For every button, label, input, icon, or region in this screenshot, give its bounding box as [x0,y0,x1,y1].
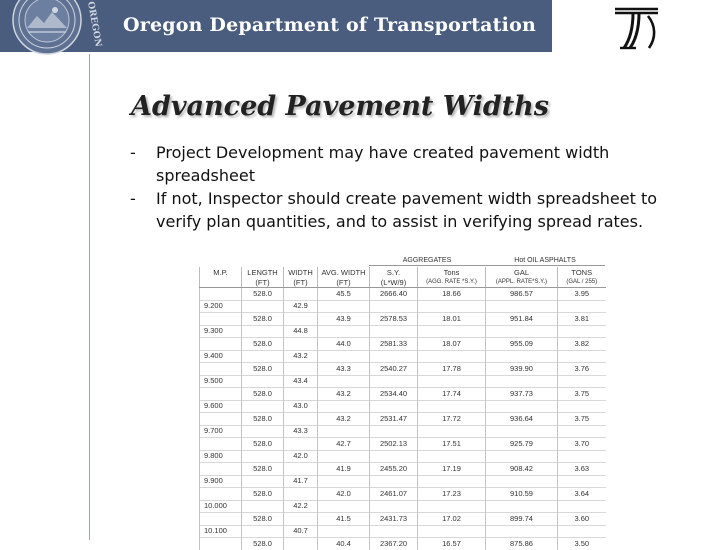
table-row [200,450,606,463]
pavement-width-spreadsheet [199,256,605,548]
table-cell: 42.7 [318,438,370,451]
table-row [200,463,606,476]
table-cell: 9.900 [200,475,242,488]
table-cell: 2431.73 [370,513,418,526]
table-cell [284,338,318,351]
table-cell [418,350,486,363]
table-cell: 44.8 [284,325,318,338]
table-cell: 17.78 [418,363,486,376]
table-cell [318,475,370,488]
table-cell: 528.0 [242,463,284,476]
table-cell [200,463,242,476]
table-cell: 908.42 [486,463,558,476]
table-cell: 17.72 [418,413,486,426]
table-cell [284,363,318,376]
table-cell [200,488,242,501]
hot-oil-group-header: Hot OIL ASPHALTS [485,256,605,266]
table-cell: 9.600 [200,400,242,413]
table-cell [418,525,486,538]
table-row [200,438,606,451]
table-cell [318,325,370,338]
table-cell: 43.2 [318,388,370,401]
table-cell: 3.81 [558,313,606,326]
table-cell: 937.73 [486,388,558,401]
table-cell [486,500,558,513]
table-cell [242,400,284,413]
table-cell: 42.2 [284,500,318,513]
oregon-seal-icon [2,0,114,56]
table-cell [558,425,606,438]
table-row [200,525,606,538]
column-unit [200,277,242,288]
table-cell [370,425,418,438]
table-cell [200,513,242,526]
header-bar [0,0,552,52]
table-row [200,500,606,513]
table-row [200,538,606,550]
table-cell [318,350,370,363]
table-cell: 2455.20 [370,463,418,476]
table-cell [486,425,558,438]
table-cell: 2666.40 [370,288,418,301]
table-cell [486,300,558,313]
table-cell: 528.0 [242,388,284,401]
table-cell [284,413,318,426]
table-cell: 41.7 [284,475,318,488]
department-name: Oregon Department of Transportation [123,14,536,36]
table-cell [370,475,418,488]
table-row [200,488,606,501]
table-cell: 939.90 [486,363,558,376]
table-cell: 40.7 [284,525,318,538]
table-cell: 9.800 [200,450,242,463]
table-cell: 3.75 [558,388,606,401]
table-cell: 528.0 [242,538,284,550]
table-cell [200,388,242,401]
table-cell: 43.4 [284,375,318,388]
bullet-text: Project Development may have created pavement width spreadsheet [156,143,610,185]
bullet-marker: - [130,143,136,162]
table-cell: 2531.47 [370,413,418,426]
table-row [200,300,606,313]
table-cell: 18.07 [418,338,486,351]
column-unit: (APPL. RATE*S.Y.) [486,277,558,288]
column-header: S.Y. [370,267,418,277]
table-cell: 528.0 [242,288,284,301]
table-cell: 16.57 [418,538,486,550]
table-cell [370,450,418,463]
table-cell: 528.0 [242,338,284,351]
table-cell: 2540.27 [370,363,418,376]
slide-title: Advanced Pavement Widths [131,91,550,122]
table-cell: 2578.53 [370,313,418,326]
table-cell [486,375,558,388]
table-cell [284,488,318,501]
table-cell [242,425,284,438]
table-row [200,363,606,376]
column-unit: (FT) [318,277,370,288]
table-cell: 2534.40 [370,388,418,401]
table-cell [558,500,606,513]
table-cell [200,413,242,426]
table-cell [418,475,486,488]
table-cell [318,400,370,413]
table-cell [284,513,318,526]
table-cell: 3.75 [558,413,606,426]
table-cell [370,400,418,413]
table-row [200,375,606,388]
table-cell [318,500,370,513]
table-cell [418,325,486,338]
column-header: Tons [418,267,486,277]
table-row [200,400,606,413]
odot-logo-icon [612,4,664,52]
table-cell: 2367.20 [370,538,418,550]
left-divider-line [89,54,90,540]
bullet-item [130,141,690,187]
table-cell [318,450,370,463]
table-cell [284,463,318,476]
table-cell [242,525,284,538]
table-row [200,388,606,401]
table-cell: 955.09 [486,338,558,351]
header-row [200,267,606,277]
table-cell [242,325,284,338]
table-cell [486,450,558,463]
table-cell: 17.19 [418,463,486,476]
table-cell: 44.0 [318,338,370,351]
table-row [200,338,606,351]
table-cell [486,325,558,338]
table-row [200,350,606,363]
table-cell [318,375,370,388]
table-cell: 3.60 [558,513,606,526]
table-cell: 17.51 [418,438,486,451]
bullet-marker: - [130,189,136,208]
table-cell: 986.57 [486,288,558,301]
table-cell [558,400,606,413]
table-cell: 2502.13 [370,438,418,451]
table-cell [558,450,606,463]
table-cell: 3.64 [558,488,606,501]
table-cell: 9.300 [200,325,242,338]
svg-text:OREGON: OREGON [85,0,103,48]
table-cell [558,375,606,388]
table-cell [200,538,242,550]
column-unit: (GAL / 255) [558,277,606,288]
table-cell: 17.23 [418,488,486,501]
table-cell: 528.0 [242,413,284,426]
table-cell: 10.100 [200,525,242,538]
table-cell: 528.0 [242,313,284,326]
table-cell [242,450,284,463]
table-cell [200,288,242,301]
column-header: TONS [558,267,606,277]
table-cell: 43.2 [318,413,370,426]
table-cell [418,300,486,313]
table-cell [242,350,284,363]
table-cell [418,400,486,413]
table-cell: 41.9 [318,463,370,476]
table-cell: 17.02 [418,513,486,526]
table-cell: 528.0 [242,513,284,526]
table-cell [558,525,606,538]
table-cell: 40.4 [318,538,370,550]
bullet-item [130,187,690,233]
table-cell [284,313,318,326]
header-row-units [200,277,606,288]
table-cell [370,375,418,388]
table-cell: 17.74 [418,388,486,401]
table-cell [418,375,486,388]
table-cell: 910.59 [486,488,558,501]
table-cell: 528.0 [242,363,284,376]
table-cell: 936.64 [486,413,558,426]
table-cell [318,300,370,313]
table-cell: 10.000 [200,500,242,513]
table-cell: 3.82 [558,338,606,351]
table-row [200,475,606,488]
table-cell: 3.95 [558,288,606,301]
table-cell [486,350,558,363]
table-cell [284,438,318,451]
table-cell [370,325,418,338]
table-cell [284,538,318,550]
table-row [200,325,606,338]
table-cell [558,325,606,338]
column-unit: (L*W/9) [370,277,418,288]
table-cell: 18.01 [418,313,486,326]
table-cell: 43.0 [284,400,318,413]
table-cell: 45.5 [318,288,370,301]
table-cell: 42.9 [284,300,318,313]
table-cell: 43.2 [284,350,318,363]
table-cell [200,363,242,376]
table-cell: 9.500 [200,375,242,388]
table-cell [370,350,418,363]
table-cell [200,313,242,326]
table-cell: 9.400 [200,350,242,363]
table-cell: 3.70 [558,438,606,451]
table-cell [318,525,370,538]
table-cell [418,500,486,513]
table-cell [558,300,606,313]
column-header: LENGTH [242,267,284,277]
table-row [200,513,606,526]
column-unit: (FT) [242,277,284,288]
table-cell: 2461.07 [370,488,418,501]
table-cell: 2581.33 [370,338,418,351]
column-unit: (AGG. RATE *S.Y.) [418,277,486,288]
table-cell [418,425,486,438]
table-cell [200,338,242,351]
table-cell: 9.700 [200,425,242,438]
table-cell [370,500,418,513]
table-cell [242,375,284,388]
table-cell: 875.86 [486,538,558,550]
table-cell [242,475,284,488]
column-header: GAL [486,267,558,277]
table-cell [284,288,318,301]
column-header: WIDTH [284,267,318,277]
table-cell [558,475,606,488]
table-cell: 528.0 [242,488,284,501]
column-header: M.P. [200,267,242,277]
table-cell: 43.3 [318,363,370,376]
table-cell [558,350,606,363]
table-row [200,288,606,301]
table-cell: 3.50 [558,538,606,550]
table-cell [242,300,284,313]
bullet-text: If not, Inspector should create pavement width spreadsheet to verify plan quantities, and to assist in verifying spread rates. [156,189,657,231]
table-cell: 43.9 [318,313,370,326]
column-header: AVG. WIDTH [318,267,370,277]
table-cell [486,400,558,413]
table-row [200,425,606,438]
table-cell [486,475,558,488]
table-cell: 42.0 [284,450,318,463]
table-cell: 9.200 [200,300,242,313]
table-cell: 925.79 [486,438,558,451]
table-cell [242,500,284,513]
table-cell [370,525,418,538]
table-cell: 42.0 [318,488,370,501]
table-cell: 41.5 [318,513,370,526]
table-cell [418,450,486,463]
table-cell [486,525,558,538]
table-cell [370,300,418,313]
table-cell: 18.66 [418,288,486,301]
table-cell: 528.0 [242,438,284,451]
table-cell: 43.3 [284,425,318,438]
table-cell: 899.74 [486,513,558,526]
table-cell: 951.84 [486,313,558,326]
table-row [200,413,606,426]
table-row [200,313,606,326]
table-cell [318,425,370,438]
column-unit: (FT) [284,277,318,288]
spreadsheet-table [199,267,606,550]
table-cell [284,388,318,401]
table-cell: 3.63 [558,463,606,476]
table-cell: 3.76 [558,363,606,376]
aggregates-group-header: AGGREGATES [369,256,485,266]
table-cell [200,438,242,451]
bullet-list [130,141,690,233]
